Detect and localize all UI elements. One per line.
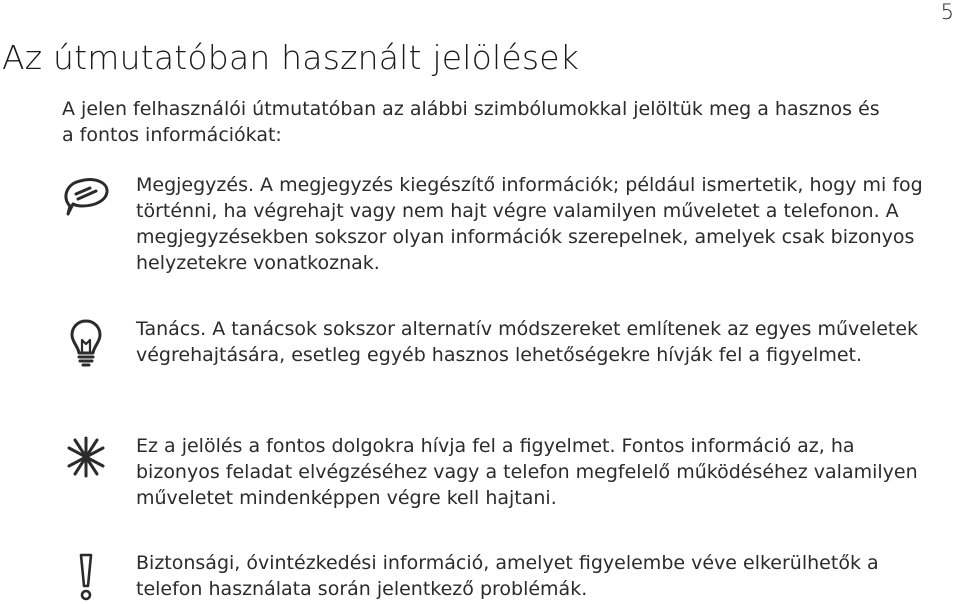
important-text: Ez a jelölés a fontos dolgokra hívja fel a figyelmet. Fontos információ az, ha bizonyos feladat elvégzéséhez vagy a telefon megfelelő működéséhez valamilyen műveletet mindenképpen végre kell hajtani. — [136, 435, 918, 509]
exclamation-icon — [40, 552, 132, 602]
intro-paragraph: A jelen felhasználói útmutatóban az alábbi szimbólumokkal jelöltük meg a hasznos és a fontos információkat: — [62, 98, 880, 146]
asterisk-icon — [40, 435, 132, 479]
lightbulb-icon — [40, 318, 132, 370]
page-title: Az útmutatóban használt jelölések — [2, 38, 580, 77]
note-text: Megjegyzés. A megjegyzés kiegészítő információk; például ismertetik, hogy mi fog történni, ha végrehajt vagy nem hajt végre valamilyen műveletet a telefonon. A megjegyzésekben sokszor olyan információk szerepelnek, amelyek csak bizonyos helyzetekre vonatkoznak. — [136, 174, 923, 274]
page-number: 5 — [940, 0, 954, 24]
tip-text: Tanács. A tanácsok sokszor alternatív módszereket említenek az egyes műveletek végrehajtására, esetleg egyéb hasznos lehetőségekre hívják fel a figyelmet. — [136, 318, 919, 366]
safety-text: Biztonsági, óvintézkedési információ, amelyet figyelembe véve elkerülhetők a telefon használata során jelentkező problémák. — [136, 552, 879, 600]
note-speech-bubble-icon — [40, 176, 132, 220]
